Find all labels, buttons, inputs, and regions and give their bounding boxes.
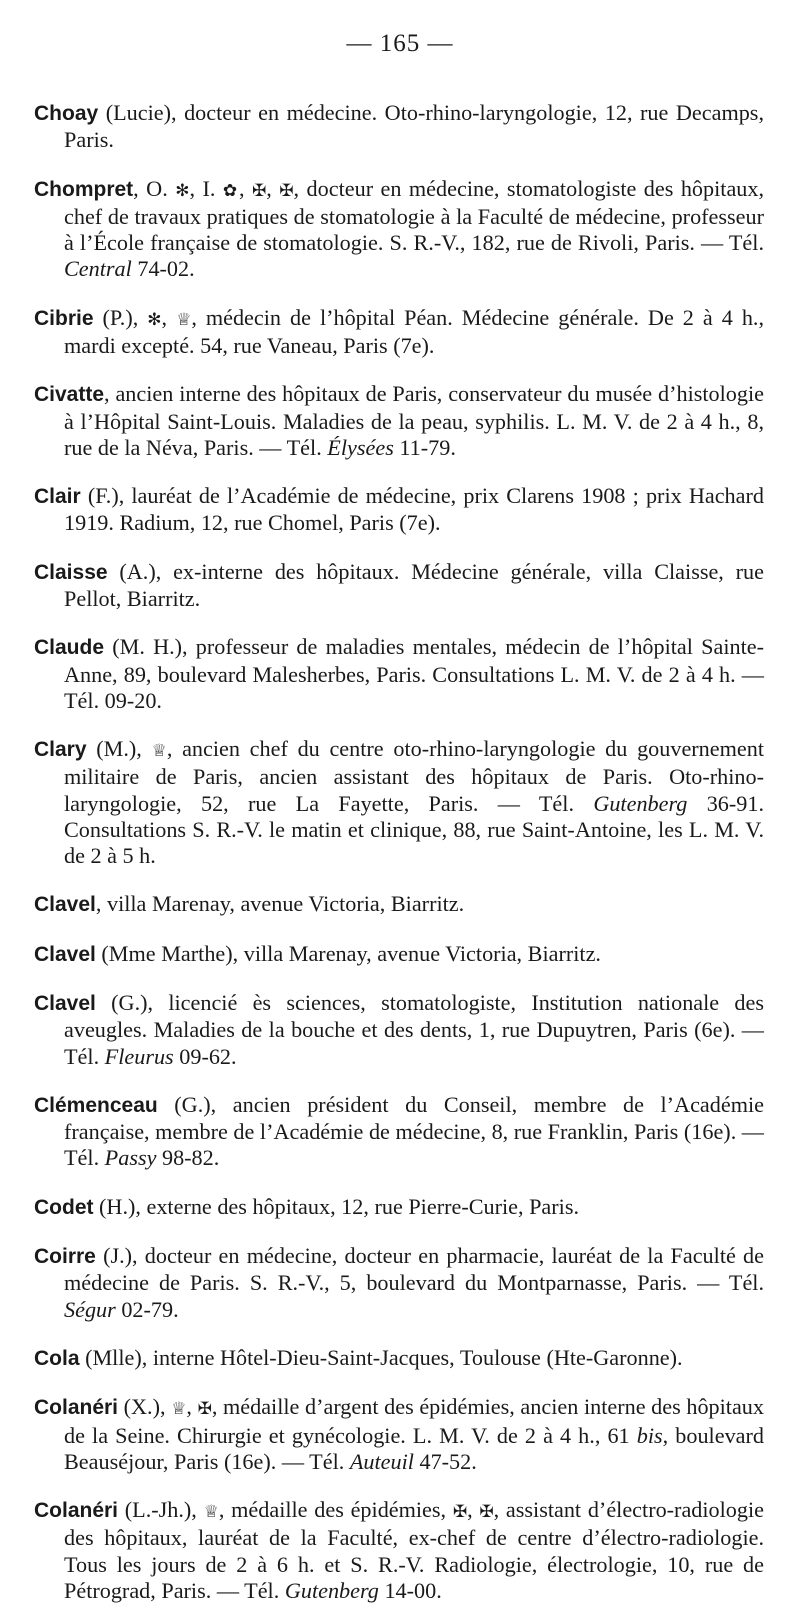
entry-name: Clavel <box>34 942 96 966</box>
entry-text: (L.-Jh.), <box>118 1497 204 1523</box>
decoration-symbol-icon: ✠ <box>452 1502 468 1523</box>
directory-entry <box>34 634 764 714</box>
directory-entry <box>34 736 764 869</box>
entry-text: , O. <box>133 175 176 201</box>
page-number: — 165 — <box>346 30 454 57</box>
directory-entry <box>34 891 764 918</box>
entry-name: Cibrie <box>34 306 94 330</box>
entry-text: 11-79. <box>393 434 456 460</box>
entry-text: , <box>161 304 177 330</box>
decoration-symbol-icon: ♕ <box>171 1399 187 1420</box>
entry-text: , assistant d’électro-radiologie des hôpitaux, lauréat de la Faculté, ex-chef de centre d’électro-radiologie. Tous les jours de 2 à 6 h. et S. R.-V. Radiologie, électrologie, 10, rue de Pétrograd, Paris. — Tél. <box>64 1497 765 1603</box>
entry-name: Claude <box>34 636 105 660</box>
entry-text: , <box>467 1497 480 1523</box>
directory-entry <box>34 941 764 968</box>
entry-italic-text: Gutenberg <box>284 1577 379 1603</box>
entry-text: , <box>186 1394 198 1420</box>
decoration-symbol-icon: ✿ <box>222 180 240 201</box>
entry-text: (A.), ex-interne des hôpitaux. Médecine générale, villa Claisse, rue Pellot, Biarritz. <box>64 558 764 611</box>
directory-entry <box>34 381 764 461</box>
entry-text: , ancien chef du centre oto-rhino-laryngologie du gouvernement militaire de Paris, ancien assistant des hôpitaux de Paris. Oto-rhino-laryngologie, 52, rue La Fayette, Paris. — Tél. <box>64 736 764 816</box>
entry-text: (J.), docteur en médecine, docteur en pharmacie, lauréat de la Faculté de médecine de Paris. S. R.-V., 5, boulevard du Montparnasse, Paris. — Tél. <box>64 1243 764 1296</box>
entry-italic-text: Passy <box>104 1145 157 1171</box>
entry-name: Codet <box>34 1195 94 1219</box>
entry-text: , <box>239 175 253 201</box>
entry-text: 36-91. Consultations S. R.-V. le matin et clinique, 88, rue Saint-Antoine, les L. M. V. de 2 à 5 h. <box>64 790 765 868</box>
entry-list <box>34 78 764 1611</box>
entry-text: (Mme Marthe), villa Marenay, avenue Victoria, Biarritz. <box>95 940 601 966</box>
entry-name: Cola <box>34 1346 80 1370</box>
directory-entry <box>34 1394 764 1475</box>
entry-name: Clary <box>34 738 87 762</box>
entry-italic-text: Élysées <box>327 434 394 460</box>
entry-text: , boulevard Beauséjour, Paris (16e). — Tél. <box>64 1422 764 1474</box>
entry-text: (H.), externe des hôpitaux, 12, rue Pierre-Curie, Paris. <box>93 1193 580 1219</box>
decoration-symbol-icon: ♕ <box>151 741 167 762</box>
directory-entry <box>34 1194 764 1221</box>
entry-text: , médaille d’argent des épidémies, ancien interne des hôpitaux de la Seine. Chirurgie et gynécologie. L. M. V. de 2 à 4 h., 61 <box>64 1394 764 1448</box>
entry-text: , ancien interne des hôpitaux de Paris, conservateur du musée d’histologie à l’Hôpital Saint-Louis. Maladies de la peau, syphilis. L. M. V. de 2 à 4 h., 8, rue de la Néva, Paris. — Tél. <box>64 381 764 460</box>
entry-text: 14-00. <box>378 1577 442 1603</box>
entry-text: (G.), ancien président du Conseil, membre de l’Académie française, membre de l’Académie de médecine, 8, rue Franklin, Paris (16e). — Tél. <box>64 1091 764 1171</box>
directory-entry <box>34 305 764 359</box>
decoration-symbol-icon: ✠ <box>279 180 294 201</box>
entry-text: 09-62. <box>173 1043 237 1069</box>
entry-text: 98-82. <box>156 1145 220 1171</box>
entry-text: (G.), licencié ès sciences, stomatologiste, Institution nationale des aveugles. Maladies de la bouche et des dents, 1, rue Dupuytren, Paris (6e). — Tél. <box>64 990 764 1069</box>
directory-entry <box>34 1092 764 1172</box>
entry-italic-text: Auteuil <box>349 1448 414 1474</box>
entry-text: (M.), <box>86 736 152 762</box>
entry-text: (P.), <box>93 304 148 330</box>
decoration-symbol-icon: ✠ <box>479 1502 494 1523</box>
entry-name: Choay <box>34 102 99 126</box>
entry-text: 74-02. <box>131 256 195 282</box>
entry-italic-text: Central <box>64 256 132 282</box>
entry-name: Claisse <box>34 560 108 584</box>
directory-entry <box>34 1345 764 1372</box>
directory-entry <box>34 559 764 612</box>
directory-entry <box>34 1243 764 1323</box>
decoration-symbol-icon: ✻ <box>175 180 190 201</box>
entry-name: Colanéri <box>34 1499 119 1523</box>
entry-italic-text: Fleurus <box>104 1043 174 1069</box>
entry-text: 02-79. <box>115 1296 179 1322</box>
entry-text: , médaille des épidémies, <box>218 1497 453 1523</box>
entry-name: Civatte <box>34 383 105 407</box>
entry-text: (M. H.), professeur de maladies mentales, médecin de l’hôpital Sainte-Anne, 89, boulevard Malesherbes, Paris. Consultations L. M. V. de 2 à 4 h. — Tél. 09-20. <box>64 634 764 713</box>
decoration-symbol-icon: ♕ <box>176 309 192 330</box>
entry-text: (Mlle), interne Hôtel-Dieu-Saint-Jacques, Toulouse (Hte-Garonne). <box>79 1344 683 1370</box>
directory-entry <box>34 176 764 283</box>
decoration-symbol-icon: ✻ <box>147 309 162 330</box>
entry-italic-text: Gutenberg <box>593 790 688 816</box>
entry-text: , villa Marenay, avenue Victoria, Biarritz. <box>95 891 465 917</box>
entry-text: 47-52. <box>413 1448 477 1474</box>
entry-text: , docteur en médecine, stomatologiste des hôpitaux, chef de travaux pratiques de stomatologie à la Faculté de médecine, professeur à l’École française de stomatologie. S. R.-V., 182, rue de Rivoli, Paris. — Tél. <box>64 175 765 256</box>
entry-name: Clémenceau <box>34 1093 158 1117</box>
entry-text: (X.), <box>118 1394 172 1420</box>
directory-entry <box>34 1497 764 1604</box>
entry-name: Clavel <box>34 992 96 1016</box>
entry-text: (F.), lauréat de l’Académie de médecine, prix Clarens 1908 ; prix Hachard 1919. Radium, 12, rue Chomel, Paris (7e). <box>64 483 764 536</box>
entry-italic-text: Ségur <box>64 1296 116 1322</box>
entry-name: Coirre <box>34 1245 96 1269</box>
entry-text: , médecin de l’hôpital Péan. Médecine générale. De 2 à 4 h., mardi excepté. 54, rue Vaneau, Paris (7e). <box>64 304 765 358</box>
entry-text: , I. <box>189 175 223 201</box>
entry-name: Colanéri <box>34 1396 119 1420</box>
entry-italic-text: bis <box>636 1422 663 1448</box>
entry-name: Clavel <box>34 893 96 917</box>
entry-text: (Lucie), docteur en médecine. Oto-rhino-laryngologie, 12, rue Decamps, Paris. <box>64 100 764 153</box>
decoration-symbol-icon: ♕ <box>203 1502 219 1523</box>
decoration-symbol-icon: ✠ <box>252 180 267 201</box>
entry-name: Clair <box>34 485 81 509</box>
decoration-symbol-icon: ✠ <box>197 1399 212 1420</box>
directory-entry <box>34 100 764 153</box>
entry-text: , <box>266 175 280 201</box>
directory-entry <box>34 990 764 1070</box>
directory-entry <box>34 483 764 536</box>
entry-name: Chompret <box>34 177 134 201</box>
